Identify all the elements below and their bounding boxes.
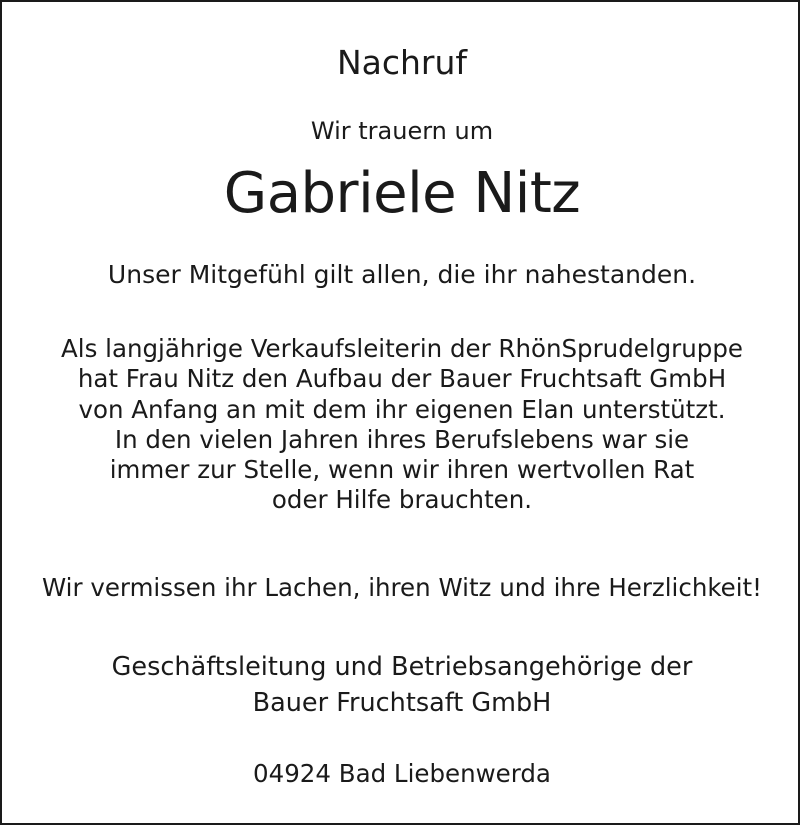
deceased-name: Gabriele Nitz — [223, 161, 581, 226]
mourning-intro: Wir trauern um — [310, 117, 494, 145]
tribute-line: Als langjährige Verkaufsleiterin der RhönSprudelgruppe — [61, 334, 743, 363]
notice-heading: Nachruf — [336, 43, 468, 82]
sympathy-line: Unser Mitgefühl gilt allen, die ihr nahestanden. — [107, 260, 697, 289]
signature-block — [2, 649, 800, 721]
signature-line: Bauer Fruchtsaft GmbH — [252, 688, 552, 718]
tribute-line: von Anfang an mit dem ihr eigenen Elan unterstützt. — [78, 394, 726, 424]
tribute-line: immer zur Stelle, wenn wir ihren wertvollen Rat — [109, 455, 695, 485]
closing-line: Wir vermissen ihr Lachen, ihren Witz und ihre Herzlichkeit! — [42, 573, 762, 602]
signature-line: Geschäftsleitung und Betriebsangehörige der — [111, 652, 693, 682]
tribute-line: oder Hilfe brauchten. — [271, 485, 533, 515]
location-line: 04924 Bad Liebenwerda — [253, 759, 551, 788]
tribute-paragraph — [2, 334, 800, 516]
tribute-line: In den vielen Jahren ihres Berufslebens war sie — [114, 424, 690, 454]
tribute-line: hat Frau Nitz den Aufbau der Bauer Fruchtsaft GmbH — [77, 364, 727, 394]
